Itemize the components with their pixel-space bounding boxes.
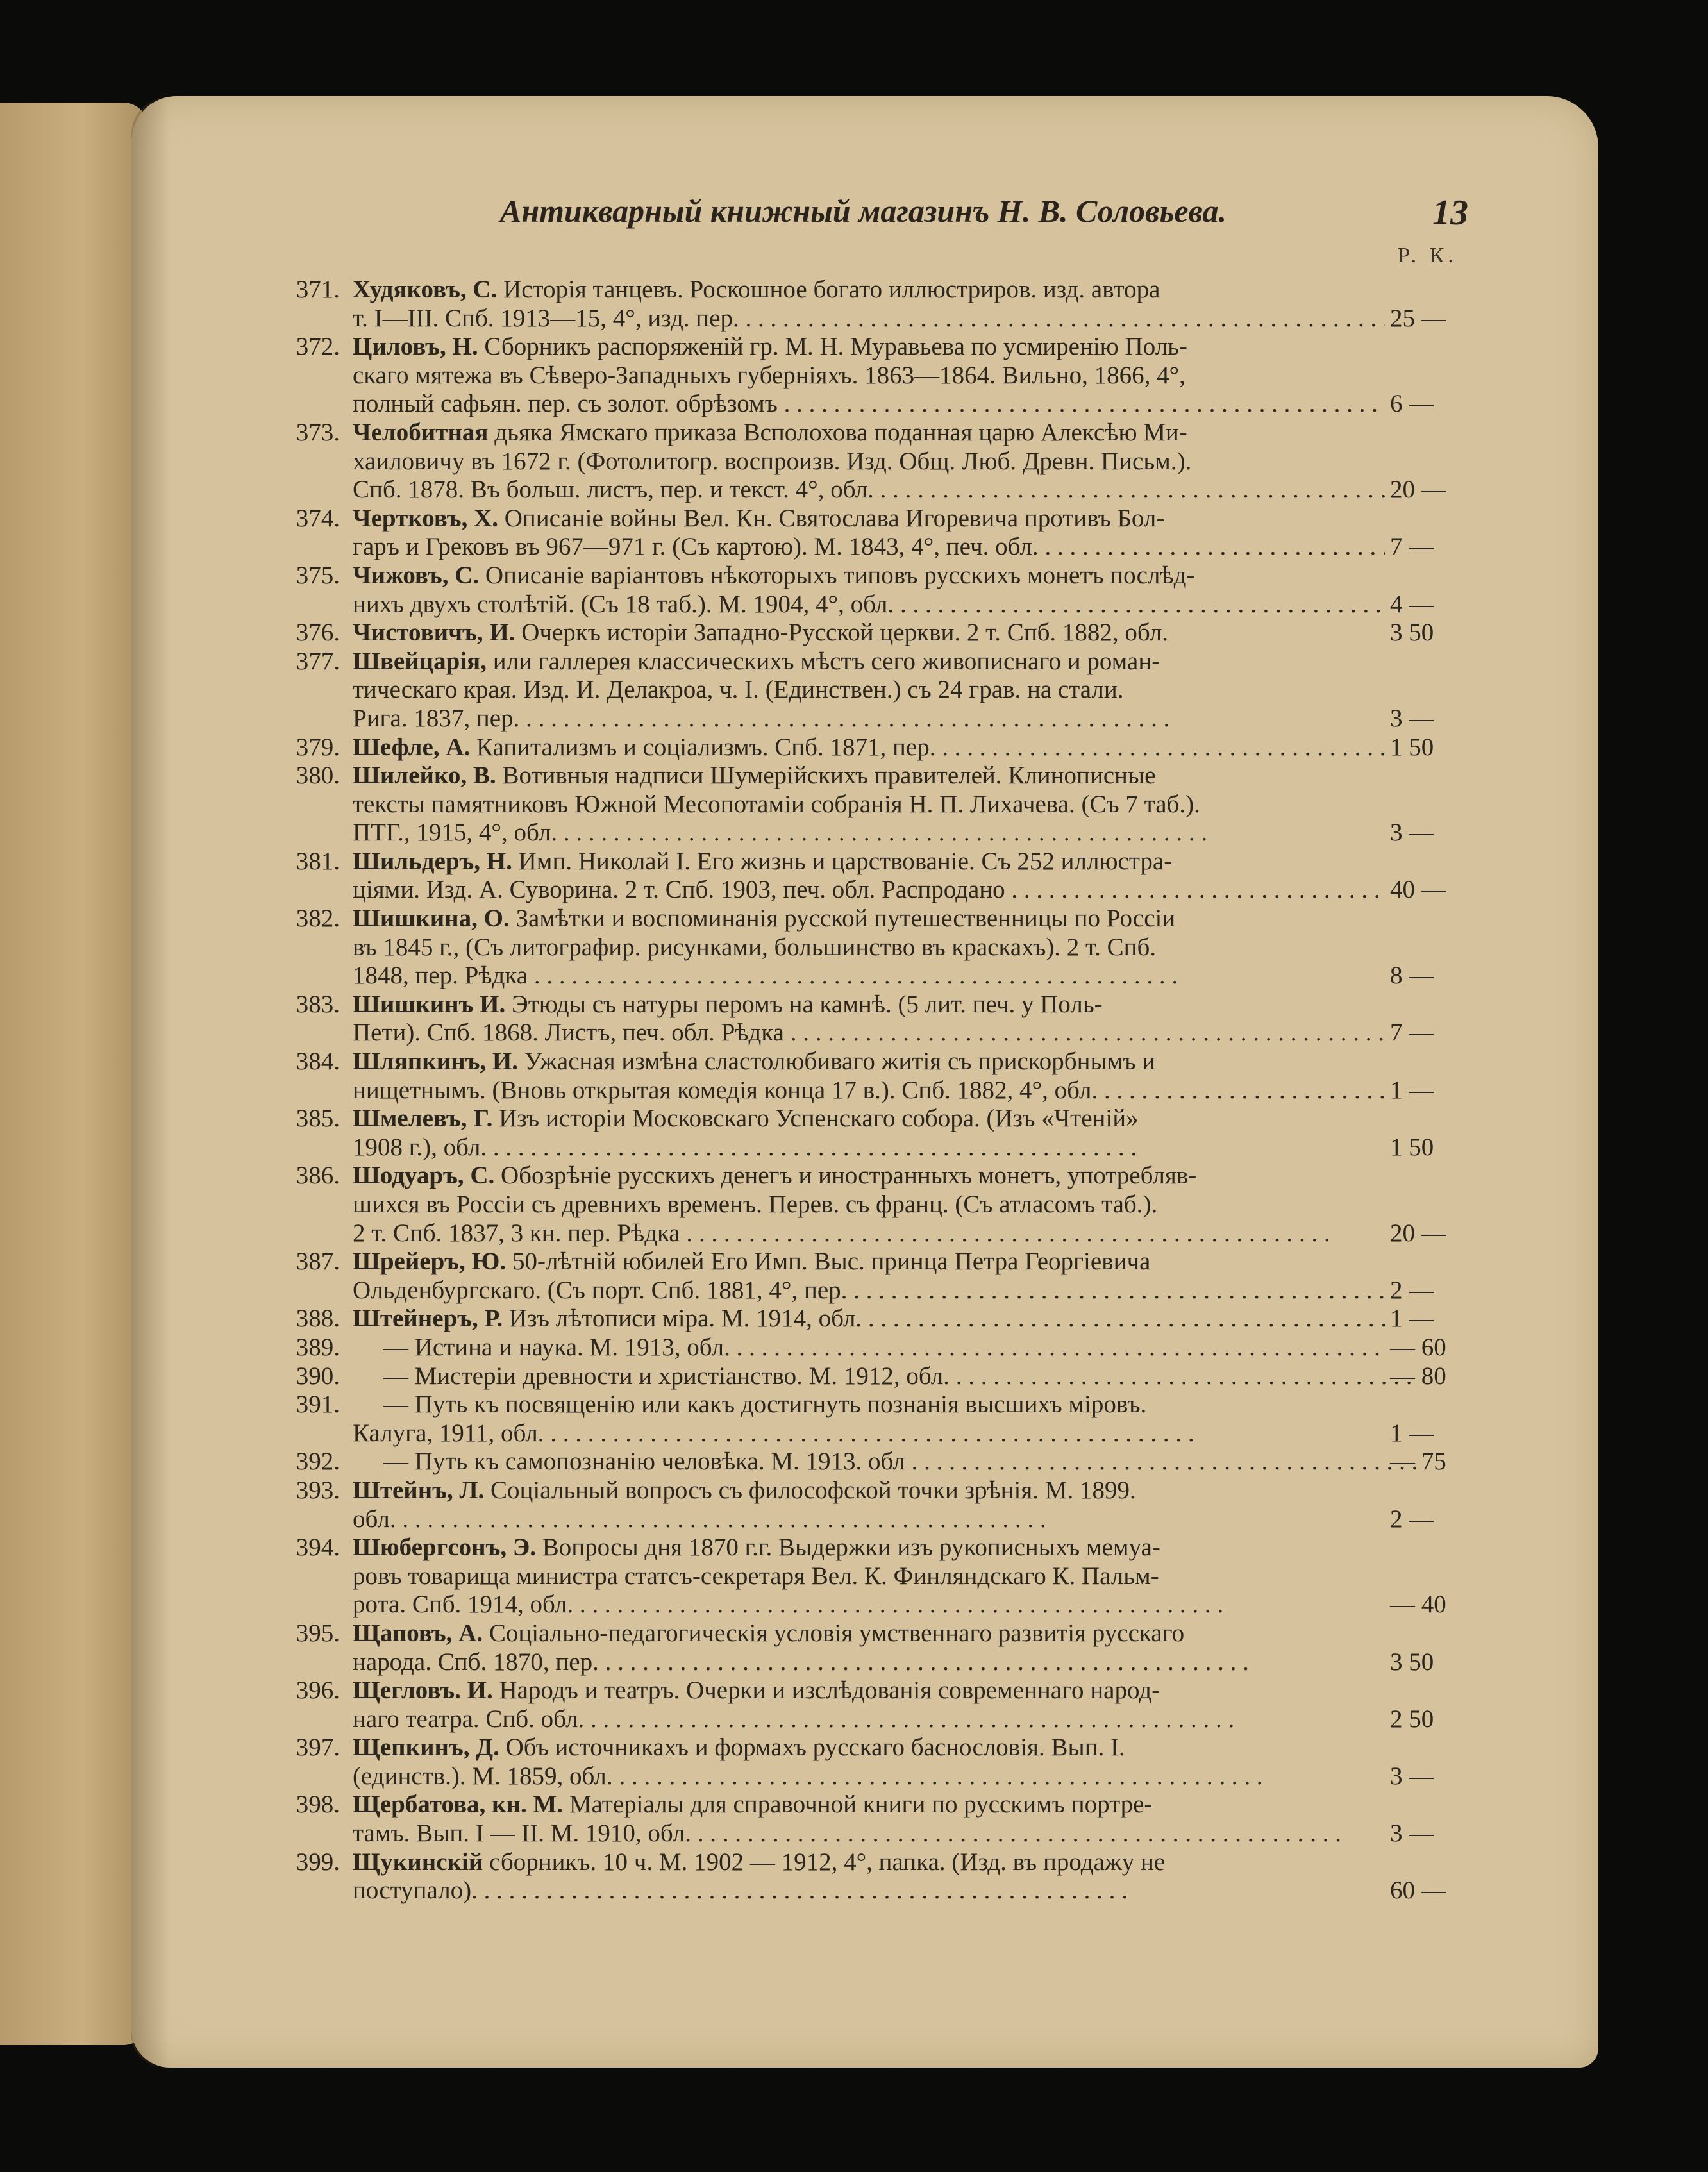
entry-price: 3 50 bbox=[1390, 619, 1434, 647]
catalog-line bbox=[269, 1705, 1475, 1734]
catalog-line bbox=[269, 1076, 1475, 1105]
entry-number: 374. bbox=[296, 504, 340, 532]
catalog-line bbox=[269, 990, 1475, 1019]
entry-description: рота. Спб. 1914, обл. bbox=[353, 1591, 574, 1619]
entry-description: Сборникъ распоряженій гр. М. Н. Муравьева по усмиренію Поль- bbox=[478, 333, 1187, 361]
entry-text bbox=[353, 1448, 1416, 1476]
entry-description: гаръ и Грековъ въ 967—971 г. (Съ картою). М. 1843, 4°, печ. обл. bbox=[353, 533, 1039, 561]
entry-description: наго театра. Спб. обл. bbox=[353, 1705, 585, 1733]
catalog-line bbox=[269, 1733, 1475, 1762]
entry-text bbox=[353, 1219, 1385, 1248]
entry-description: ровъ товарища министра статсъ-секретаря Вел. К. Финляндскаго К. Пальм- bbox=[353, 1562, 1159, 1590]
spine-shadow bbox=[131, 96, 170, 2068]
entry-description: тамъ. Вып. I — II. М. 1910, обл. bbox=[353, 1819, 691, 1848]
author-name: Циловъ, Н. bbox=[353, 333, 478, 361]
author-name: Чистовичъ, И. bbox=[353, 619, 515, 647]
catalog-line bbox=[269, 1105, 1475, 1133]
catalog-line bbox=[269, 647, 1475, 676]
author-name: Шмелевъ, Г. bbox=[353, 1105, 493, 1133]
entry-description: ПТГ., 1915, 4°, обл. bbox=[353, 819, 558, 847]
entry-number: 371. bbox=[296, 276, 340, 303]
entry-number: 379. bbox=[296, 733, 340, 761]
entry-price: 6 — bbox=[1390, 390, 1434, 418]
catalog-line bbox=[269, 1505, 1475, 1534]
entry-description: Описаніе варіантовъ нѣкоторыхъ типовъ русскихъ монетъ послѣд- bbox=[479, 561, 1195, 589]
entry-text bbox=[353, 1476, 1385, 1505]
entry-text bbox=[353, 1619, 1385, 1648]
catalog-line bbox=[269, 333, 1475, 362]
entry-text bbox=[353, 848, 1385, 876]
entry-description: или галлерея классическихъ мѣстъ сего живописнаго и роман- bbox=[487, 647, 1160, 675]
author-name: Шодуаръ, С. bbox=[353, 1162, 495, 1190]
catalog-line bbox=[269, 1305, 1475, 1333]
entry-price: 25 — bbox=[1390, 304, 1446, 332]
entry-text bbox=[353, 1305, 1385, 1333]
entry-description: нихъ двухъ столѣтій. (Съ 18 таб.). М. 1904, 4°, обл. bbox=[353, 590, 894, 618]
entry-text bbox=[353, 533, 1385, 562]
entry-description: Пети). Спб. 1868. Листъ, печ. обл. Рѣдка bbox=[353, 1019, 784, 1047]
catalog-line bbox=[269, 1648, 1475, 1677]
entry-description: Ужасная измѣна сластолюбиваго житія съ прискорбнымъ и bbox=[518, 1048, 1156, 1076]
catalog-line bbox=[269, 447, 1475, 476]
entry-text bbox=[353, 1876, 1385, 1905]
entry-description: Замѣтки и воспоминанія русской путешественницы по Россіи bbox=[509, 905, 1176, 933]
entry-text bbox=[353, 362, 1385, 390]
catalog-line bbox=[269, 590, 1475, 619]
catalog-line bbox=[269, 1448, 1475, 1476]
author-name: Чижовъ, С. bbox=[353, 561, 480, 589]
entry-number: 395. bbox=[296, 1619, 340, 1647]
entry-description: Ольденбургскаго. (Съ порт. Спб. 1881, 4°, пер. bbox=[353, 1276, 848, 1304]
catalog-line bbox=[269, 476, 1475, 505]
entry-text bbox=[353, 333, 1385, 362]
entry-price: 2 — bbox=[1390, 1276, 1434, 1304]
entry-text bbox=[353, 1733, 1385, 1762]
entry-text bbox=[353, 1105, 1385, 1133]
catalog-line bbox=[269, 419, 1475, 447]
entry-text bbox=[353, 819, 1385, 848]
entry-number: 385. bbox=[296, 1105, 340, 1133]
entry-price: 4 — bbox=[1390, 590, 1434, 618]
entry-price: 1 50 bbox=[1390, 733, 1434, 761]
entry-text bbox=[353, 276, 1385, 305]
entry-text bbox=[353, 1133, 1385, 1162]
entry-text bbox=[353, 705, 1385, 733]
entry-text bbox=[353, 476, 1385, 505]
catalog-line bbox=[269, 1476, 1475, 1505]
entry-description: скаго мятежа въ Сѣверо-Западныхъ губерніяхъ. 1863—1864. Вильно, 1866, 4°, bbox=[353, 361, 1185, 389]
catalog-line bbox=[269, 562, 1475, 590]
price-units-heading: Р. К. bbox=[1398, 244, 1457, 267]
entry-number: 397. bbox=[296, 1733, 340, 1762]
entry-text bbox=[353, 733, 1385, 762]
catalog-line bbox=[269, 1533, 1475, 1562]
entry-text bbox=[353, 1190, 1385, 1219]
catalog-line bbox=[269, 876, 1475, 905]
entry-number: 398. bbox=[296, 1791, 340, 1819]
entry-number: 384. bbox=[296, 1048, 340, 1076]
entry-text bbox=[353, 1762, 1385, 1791]
entry-description: народа. Спб. 1870, пер. bbox=[353, 1648, 599, 1676]
author-name: Шишкина, О. bbox=[353, 905, 510, 933]
entry-price: 3 — bbox=[1390, 1762, 1434, 1790]
catalog-line bbox=[269, 1190, 1475, 1219]
entry-text bbox=[353, 1419, 1385, 1448]
author-name: Щегловъ. И. bbox=[353, 1676, 493, 1705]
entry-description: тексты памятниковъ Южной Месопотаміи собранія Н. П. Лихачева. (Съ 7 таб.). bbox=[353, 790, 1200, 818]
catalog-line bbox=[269, 505, 1475, 533]
entry-description: дьяка Ямскаго приказа Всполохова поданная царю Алексѣю Ми- bbox=[488, 418, 1187, 446]
entry-description: (единств.). М. 1859, обл. bbox=[353, 1762, 613, 1790]
entry-description: — Путь къ посвященію или какъ достигнуть познанія высшихъ міровъ. bbox=[383, 1391, 1147, 1419]
entry-text bbox=[353, 1848, 1385, 1877]
entry-price: 7 — bbox=[1390, 1019, 1434, 1047]
catalog-line bbox=[269, 533, 1475, 562]
catalog-line bbox=[269, 1133, 1475, 1162]
entry-description: Капитализмъ и соціализмъ. Спб. 1871, пер. bbox=[470, 733, 936, 761]
entry-number: 399. bbox=[296, 1848, 340, 1876]
entry-description: Очеркъ исторіи Западно-Русской церкви. 2 т. Спб. 1882, обл. bbox=[515, 619, 1169, 647]
catalog-line bbox=[269, 1276, 1475, 1305]
author-name: Худяковъ, С. bbox=[353, 276, 498, 303]
entry-description: Описаніе войны Вел. Кн. Святослава Игоревича противъ Бол- bbox=[498, 504, 1165, 532]
entry-description: поступало). bbox=[353, 1876, 478, 1905]
author-name: Шилейко, В. bbox=[353, 762, 496, 790]
previous-page-edge bbox=[0, 103, 149, 2045]
entry-price: 3 50 bbox=[1390, 1648, 1434, 1676]
entry-text bbox=[353, 1248, 1385, 1276]
catalog-line bbox=[269, 733, 1475, 762]
entry-number: 386. bbox=[296, 1162, 340, 1190]
catalog-line bbox=[269, 848, 1475, 876]
catalog-line bbox=[269, 962, 1475, 990]
entry-description: 2 т. Спб. 1837, 3 кн. пер. Рѣдка bbox=[353, 1219, 680, 1247]
catalog-line bbox=[269, 1333, 1475, 1362]
entry-price: 8 — bbox=[1390, 962, 1434, 990]
entry-description: Обозрѣніе русскихъ денегъ и иностранныхъ монетъ, употребляв- bbox=[494, 1162, 1197, 1190]
entry-text bbox=[353, 1676, 1385, 1705]
entry-text bbox=[353, 1362, 1416, 1391]
entry-price: 7 — bbox=[1390, 533, 1434, 561]
entry-price: — 80 bbox=[1390, 1362, 1446, 1390]
entry-number: 376. bbox=[296, 619, 340, 647]
entry-text bbox=[353, 390, 1385, 419]
catalog-line bbox=[269, 905, 1475, 933]
author-name: Шюбергсонъ, Э. bbox=[353, 1533, 537, 1562]
entry-text bbox=[353, 447, 1385, 476]
entry-description: полный сафьян. пер. съ золот. обрѣзомъ bbox=[353, 390, 778, 418]
entry-description: Исторія танцевъ. Роскошное богато иллюстриров. изд. автора bbox=[497, 276, 1160, 303]
entry-description: Объ источникахъ и формахъ русскаго баснословія. Вып. I. bbox=[499, 1733, 1125, 1762]
entry-price: 20 — bbox=[1390, 1219, 1446, 1247]
catalog-line bbox=[269, 1791, 1475, 1819]
entry-price: 1 — bbox=[1390, 1419, 1434, 1447]
author-name: Шишкинъ И. bbox=[353, 990, 506, 1018]
entry-description: хаиловичу въ 1672 г. (Фотолитогр. воспроизв. Изд. Общ. Люб. Древн. Письм.). bbox=[353, 447, 1192, 475]
entry-description: Имп. Николай I. Его жизнь и царствованіе. Съ 252 иллюстра- bbox=[512, 847, 1173, 875]
author-name: Шляпкинъ, И. bbox=[353, 1048, 519, 1076]
catalog-line bbox=[269, 1048, 1475, 1076]
entry-text bbox=[353, 790, 1385, 819]
entry-number: 381. bbox=[296, 847, 340, 875]
catalog-line bbox=[269, 1219, 1475, 1248]
entry-number: 380. bbox=[296, 762, 340, 790]
catalog-line bbox=[269, 790, 1475, 819]
entry-number: 389. bbox=[296, 1333, 340, 1361]
entry-text bbox=[353, 1076, 1385, 1105]
entry-number: 390. bbox=[296, 1362, 340, 1390]
catalog-line bbox=[269, 276, 1475, 305]
entry-number: 387. bbox=[296, 1248, 340, 1276]
catalog-line bbox=[269, 1819, 1475, 1848]
entry-text bbox=[353, 1276, 1385, 1305]
entry-text bbox=[353, 619, 1385, 647]
catalog-line bbox=[269, 1591, 1475, 1619]
entry-number: 377. bbox=[296, 647, 340, 675]
author-name: Штейнъ, Л. bbox=[353, 1476, 485, 1504]
entry-text bbox=[353, 1648, 1385, 1677]
entry-number: 372. bbox=[296, 333, 340, 361]
entry-description: Соціальный вопросъ съ философской точки зрѣнія. М. 1899. bbox=[484, 1476, 1136, 1504]
entry-description: нищетнымъ. (Вновь открытая комедія конца 17 в.). Спб. 1882, 4°, обл. bbox=[353, 1076, 1098, 1104]
author-name: Щепкинъ, Д. bbox=[353, 1733, 499, 1762]
catalog-line bbox=[269, 362, 1475, 390]
entry-text bbox=[353, 1048, 1385, 1076]
author-name: Щукинскій bbox=[353, 1848, 483, 1876]
entry-description: въ 1845 г., (Съ литографир. рисунками, большинство въ краскахъ). 2 т. Спб. bbox=[353, 933, 1157, 961]
entry-text bbox=[353, 1791, 1385, 1819]
entry-text bbox=[353, 305, 1385, 333]
catalog-line bbox=[269, 676, 1475, 705]
catalog-line bbox=[269, 1876, 1475, 1905]
author-name: Щербатова, кн. М. bbox=[353, 1791, 564, 1819]
author-name: Шефле, А. bbox=[353, 733, 471, 761]
entry-description: Этюды съ натуры перомъ на камнѣ. (5 лит. печ. у Поль- bbox=[505, 990, 1103, 1018]
entry-number: 396. bbox=[296, 1676, 340, 1705]
entry-text bbox=[353, 1533, 1385, 1562]
entry-text bbox=[353, 1391, 1416, 1419]
entry-number: 373. bbox=[296, 418, 340, 446]
catalog-line bbox=[269, 1676, 1475, 1705]
entry-description: Народъ и театръ. Очерки и изслѣдованія современнаго народ- bbox=[492, 1676, 1160, 1705]
entry-description: т. I—III. Спб. 1913—15, 4°, изд. пер. bbox=[353, 304, 739, 332]
entry-number: 394. bbox=[296, 1533, 340, 1562]
entry-description: Рига. 1837, пер. bbox=[353, 704, 520, 732]
entry-text bbox=[353, 1819, 1385, 1848]
catalog-line bbox=[269, 1848, 1475, 1877]
entry-description: Соціально-педагогическія условія умственнаго развитія русскаго bbox=[483, 1619, 1185, 1647]
entry-text bbox=[353, 990, 1385, 1019]
entry-text bbox=[353, 905, 1385, 933]
entry-description: тическаго края. Изд. И. Делакроа, ч. I. (Единствен.) съ 24 грав. на стали. bbox=[353, 676, 1124, 704]
entry-description: шихся въ Россіи съ древнихъ временъ. Перев. съ франц. (Съ атласомъ таб.). bbox=[353, 1190, 1158, 1218]
entry-description: — Путь къ самопознанію человѣка. М. 1913. обл bbox=[383, 1448, 905, 1476]
catalog-line bbox=[269, 819, 1475, 848]
entry-text bbox=[353, 1019, 1385, 1048]
entry-description: 50-лѣтній юбилей Его Имп. Выс. принца Петра Георгіевича bbox=[506, 1248, 1151, 1276]
catalog-line bbox=[269, 305, 1475, 333]
entry-description: Спб. 1878. Въ больш. листъ, пер. и текст. 4°, обл. bbox=[353, 476, 874, 504]
entry-number: 382. bbox=[296, 905, 340, 933]
entry-description: Калуга, 1911, обл. bbox=[353, 1419, 544, 1447]
author-name: Штейнеръ, Р. bbox=[353, 1305, 503, 1333]
entry-description: Вопросы дня 1870 г.г. Выдержки изъ рукописныхъ мемуа- bbox=[536, 1533, 1160, 1562]
catalog-line bbox=[269, 1248, 1475, 1276]
entry-price: 3 — bbox=[1390, 819, 1434, 847]
entry-price: — 40 bbox=[1390, 1591, 1446, 1619]
entry-price: 3 — bbox=[1390, 1819, 1434, 1848]
entry-description: 1908 г.), обл. bbox=[353, 1133, 487, 1161]
entry-price: 40 — bbox=[1390, 876, 1446, 904]
entry-text bbox=[353, 676, 1385, 705]
entry-price: 1 — bbox=[1390, 1076, 1434, 1104]
entry-description: Вотивныя надписи Шумерійскихъ правителей. Клинописные bbox=[496, 762, 1156, 790]
entry-text bbox=[353, 562, 1385, 590]
author-name: Чертковъ, Х. bbox=[353, 504, 498, 532]
entry-price: 60 — bbox=[1390, 1876, 1446, 1905]
catalog-line bbox=[269, 1362, 1475, 1391]
author-name: Шильдеръ, Н. bbox=[353, 847, 512, 875]
entry-description: Матеріалы для справочной книги по русскимъ портре- bbox=[563, 1791, 1153, 1819]
entry-description: Изъ исторіи Московскаго Успенскаго собора. (Изъ «Чтеній» bbox=[492, 1105, 1139, 1133]
entry-price: 2 50 bbox=[1390, 1705, 1434, 1733]
entry-text bbox=[353, 933, 1385, 962]
entry-number: 383. bbox=[296, 990, 340, 1018]
entry-price: — 60 bbox=[1390, 1333, 1446, 1361]
entry-text bbox=[353, 647, 1385, 676]
page-header bbox=[500, 186, 1468, 237]
entry-number: 391. bbox=[296, 1391, 340, 1419]
catalog-line bbox=[269, 1619, 1475, 1648]
entry-text bbox=[353, 962, 1385, 990]
author-name: Шрейеръ, Ю. bbox=[353, 1248, 507, 1276]
entry-price: 2 — bbox=[1390, 1505, 1434, 1533]
catalog-line bbox=[269, 1562, 1475, 1591]
entry-text bbox=[353, 876, 1385, 905]
catalog-line bbox=[269, 1391, 1475, 1419]
catalog-line bbox=[269, 390, 1475, 419]
entry-price: — 75 bbox=[1390, 1448, 1446, 1476]
catalog-line bbox=[269, 1162, 1475, 1190]
catalog-line bbox=[269, 1762, 1475, 1791]
entry-price: 20 — bbox=[1390, 476, 1446, 504]
entry-description: — Мистеріи древности и христіанство. М. 1912, обл. bbox=[383, 1362, 950, 1390]
entry-price: 1 — bbox=[1390, 1305, 1434, 1333]
catalog-entries bbox=[269, 276, 1475, 1905]
entry-description: обл. bbox=[353, 1505, 396, 1533]
entry-text bbox=[353, 1505, 1385, 1534]
entry-number: 392. bbox=[296, 1448, 340, 1476]
page-number: 13 bbox=[1432, 193, 1468, 233]
entry-text bbox=[353, 1705, 1385, 1734]
catalog-line bbox=[269, 1019, 1475, 1048]
catalog-line bbox=[269, 705, 1475, 733]
catalog-line bbox=[269, 1419, 1475, 1448]
entry-description: ціями. Изд. А. Суворина. 2 т. Спб. 1903, печ. обл. Распродано bbox=[353, 876, 1005, 904]
author-name: Щаповъ, А. bbox=[353, 1619, 483, 1647]
author-name: Челобитная bbox=[353, 418, 489, 446]
entry-description: — Истина и наука. М. 1913, обл. bbox=[383, 1333, 730, 1361]
entry-number: 393. bbox=[296, 1476, 340, 1504]
entry-description: Изъ лѣтописи міра. М. 1914, обл. bbox=[503, 1305, 862, 1333]
entry-price: 3 — bbox=[1390, 704, 1434, 732]
entry-text bbox=[353, 419, 1385, 447]
entry-price: 1 50 bbox=[1390, 1133, 1434, 1161]
running-title: Антикварный книжный магазинъ Н. В. Соловьева. bbox=[500, 193, 1227, 229]
catalog-line bbox=[269, 933, 1475, 962]
entry-number: 388. bbox=[296, 1305, 340, 1333]
entry-description: сборникъ. 10 ч. М. 1902 — 1912, 4°, папка. (Изд. въ продажу не bbox=[483, 1848, 1166, 1876]
entry-number: 375. bbox=[296, 561, 340, 589]
catalog-line bbox=[269, 762, 1475, 790]
entry-text bbox=[353, 1562, 1385, 1591]
author-name: Швейцарія, bbox=[353, 647, 487, 675]
entry-text bbox=[353, 590, 1385, 619]
entry-text bbox=[353, 762, 1385, 790]
catalog-line bbox=[269, 619, 1475, 647]
entry-text bbox=[353, 1162, 1385, 1190]
entry-text bbox=[353, 1333, 1416, 1362]
entry-description: 1848, пер. Рѣдка bbox=[353, 962, 528, 990]
entry-text bbox=[353, 1591, 1385, 1619]
entry-text bbox=[353, 505, 1385, 533]
